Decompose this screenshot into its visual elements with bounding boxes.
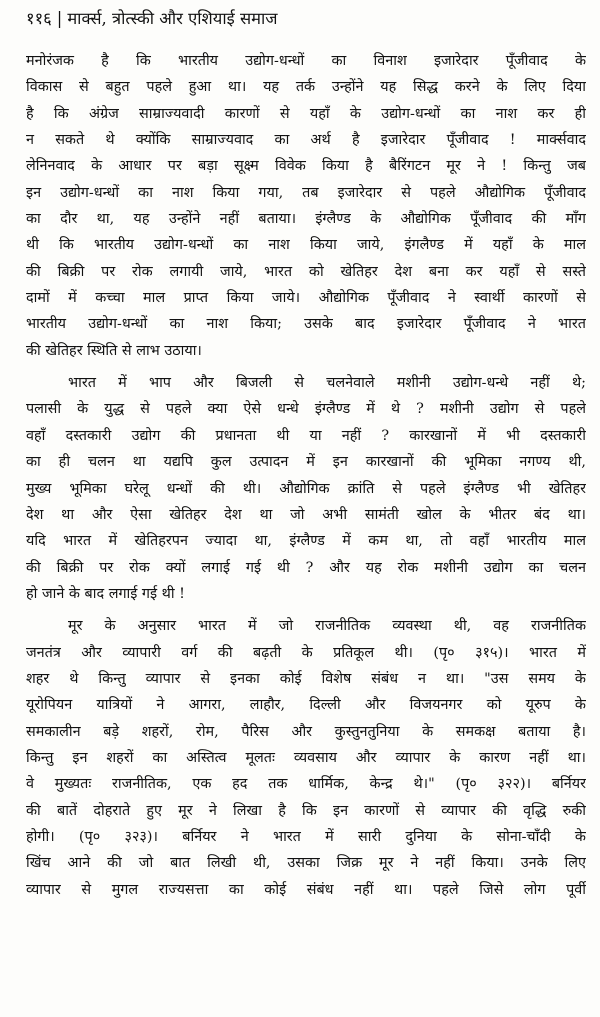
text-line: लेनिनवाद के आधार पर बड़ा सूक्ष्म विवेक किया है बैरिंगटन मूर ने ! किन्तु जब — [26, 158, 586, 175]
header-separator: | — [56, 9, 63, 28]
text-line: मुख्य भूमिका घरेलू धन्धों की थी। औद्योगिक क्रांति से पहले इंग्लैण्ड भी खेतिहर — [26, 480, 586, 497]
text-line: भारत में भाप और बिजली से चलनेवाले मशीनी उद्योग-धन्धे नहीं थे; — [68, 375, 586, 392]
text-line: देश था और ऐसा खेतिहर देश था जो अभी सामंती खोल के भीतर बंद था। — [26, 506, 586, 523]
text-line: की बिक्री पर रोक लगायी जाये, भारत को खेतिहर देश बना कर यहाँ से सस्ते — [26, 263, 586, 280]
text-line: पलासी के युद्ध से पहले क्या ऐसे धन्धे इंग्लैण्ड में थे ? मशीनी उद्योग से पहले — [26, 401, 586, 418]
text-line: की बिक्री पर रोक क्यों लगाई गई थी ? और यह रोक मशीनी उद्योग का चलन — [26, 559, 586, 576]
text-line: मनोरंजक है कि भारतीय उद्योग-धन्धों का विनाश इजारेदार पूँजीवाद के — [26, 53, 586, 69]
paragraph-1 — [26, 48, 586, 364]
text-line: खिंच आने की जो बात लिखी थी, उसका जिक्र मूर ने नहीं किया। उनके लिए — [26, 855, 586, 872]
text-line: किन्तु इन शहरों का अस्तित्व मूलतः व्यवसाय और व्यापार के कारण नहीं था। — [26, 749, 586, 766]
text-line: विकास से बहुत पहले हुआ था। यह तर्क उन्होंने यह सिद्ध करने के लिए दिया — [26, 79, 586, 96]
text-line: इन उद्योग-धन्धों का नाश किया गया, तब इजारेदार से पहले औद्योगिक पूँजीवाद — [26, 184, 586, 201]
text-line: व्यापार से मुगल राज्यसत्ता का कोई संबंध नहीं था। पहले जिसे लोग पूर्वी — [26, 881, 586, 898]
paragraph-3 — [26, 613, 586, 903]
text-line: थी कि भारतीय उद्योग-धन्धों का नाश किया जाये, इंगलैण्ड में यहाँ के माल — [26, 237, 586, 254]
text-line: मूर के अनुसार भारत में जो राजनीतिक व्यवस्था थी, वह राजनीतिक — [68, 618, 586, 635]
text-line: वहाँ दस्तकारी उद्योग की प्रधानता थी या नहीं ? कारखानों में भी दस्तकारी — [26, 427, 586, 444]
text-line: का ही चलन था यद्यपि कुल उत्पादन में इन कारखानों की भूमिका नगण्य थी, — [26, 454, 586, 471]
text-line: की खेतिहर स्थिति से लाभ उठाया। — [26, 342, 202, 359]
book-title: मार्क्स, त्रोत्स्की और एशियाई समाज — [67, 9, 278, 28]
text-line: होगी। (पृ० ३२३)। बर्नियर ने भारत में सारी दुनिया के सोना-चाँदी के — [26, 828, 586, 845]
paragraph-2 — [26, 370, 586, 607]
text-line: का दौर था, यह उन्होंने नहीं बताया। इंग्लैण्ड के औद्योगिक पूँजीवाद की माँग — [26, 211, 586, 228]
text-line: दामों में कच्चा माल प्राप्त किया जाये। औद्योगिक पूँजीवाद ने स्वार्थी कारणों से — [26, 290, 586, 307]
text-line: यदि भारत में खेतिहरपन ज्यादा था, इंग्लैण्ड में कम था, तो वहाँ भारतीय माल — [26, 533, 586, 550]
text-line: जनतंत्र और व्यापारी वर्ग की बढ़ती के प्रतिकूल थी। (पृ० ३१५)। भारत में — [26, 644, 586, 661]
text-line: शहर थे किन्तु व्यापार से इनका कोई विशेष संबंध न था। "उस समय के — [26, 670, 586, 687]
text-line: यूरोपियन यात्रियों ने आगरा, लाहौर, दिल्ली और विजयनगर को यूरुप के — [26, 697, 586, 714]
text-line: समकालीन बड़े शहरों, रोम, पैरिस और कुस्तुनतुनिया के समकक्ष बताया है। — [26, 723, 586, 740]
text-line: भारतीय उद्योग-धन्धों का नाश किया; उसके बाद इजारेदार पूँजीवाद ने भारत — [26, 316, 586, 333]
text-line: न सकते थे क्योंकि साम्राज्यवाद का अर्थ है इजारेदार पूँजीवाद ! मार्क्सवाद — [26, 132, 586, 149]
text-line: है कि अंग्रेज साम्राज्यवादी कारणों से यहाँ के उद्योग-धन्धों का नाश कर ही — [26, 105, 586, 122]
text-line: की बातें दोहराते हुए मूर ने लिखा है कि इन कारणों से व्यापार की वृद्धि रुकी — [26, 802, 586, 819]
running-head — [26, 6, 586, 32]
body-text — [26, 48, 586, 903]
text-line: हो जाने के बाद लगाई गई थी ! — [26, 585, 185, 602]
text-line: वे मुख्यतः राजनीतिक, एक हद तक धार्मिक, केन्द्र थे।" (पृ० ३२२)। बर्नियर — [26, 776, 586, 793]
page-number: ११६ — [26, 9, 52, 28]
